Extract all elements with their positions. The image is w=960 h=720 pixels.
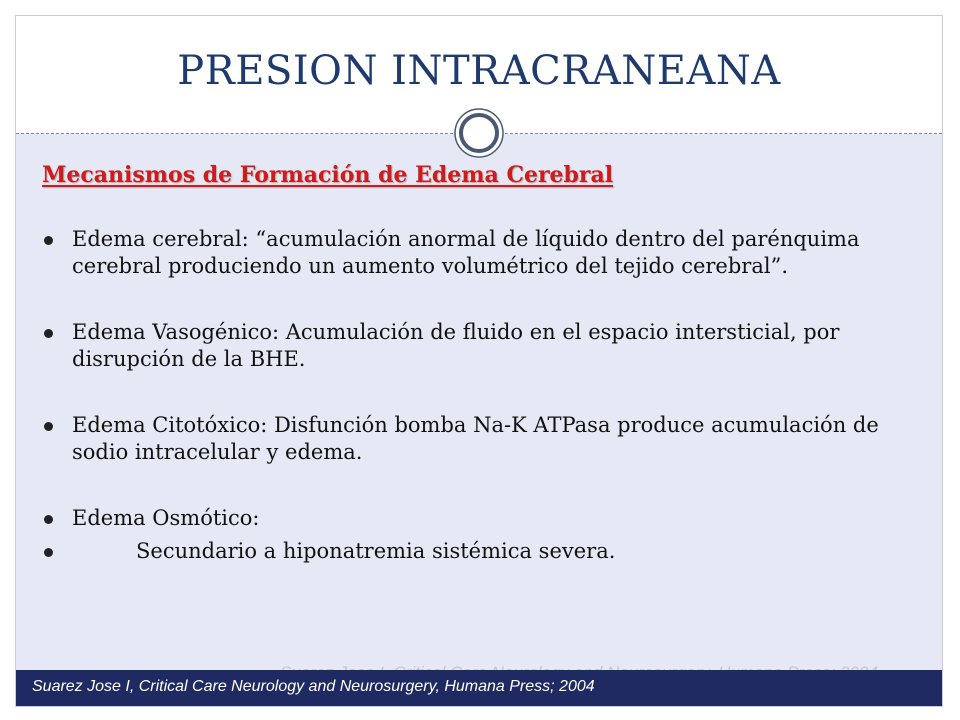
bullet-item <box>42 226 922 280</box>
bullet-list <box>42 226 922 565</box>
double-ring-ornament-icon <box>453 107 505 159</box>
bullet-text: Edema Citotóxico: Disfunción bomba Na-K ATPasa produce acumulación de sodio intracelular y edema. <box>72 413 879 464</box>
footer-citation: Suarez Jose I, Critical Care Neurology and Neurosurgery, Humana Press; 2004 <box>32 678 595 695</box>
bullet-text: Secundario a hiponatremia sistémica severa. <box>136 539 616 563</box>
bullet-text: Edema Osmótico: <box>72 506 260 530</box>
bullet-item <box>42 412 922 466</box>
bullet-text: Edema cerebral: “acumulación anormal de líquido dentro del parénquima cerebral produciendo un aumento volumétrico del tejido cerebral”. <box>72 227 860 278</box>
slide-title: PRESION INTRACRANEANA <box>177 48 781 94</box>
section-subtitle: Mecanismos de Formación de Edema Cerebral <box>42 162 614 188</box>
bullet-item <box>42 505 922 532</box>
bullet-item <box>42 538 922 565</box>
bullet-item <box>42 319 922 373</box>
bullet-text: Edema Vasogénico: Acumulación de fluido en el espacio intersticial, por disrupción de la BHE. <box>72 320 840 371</box>
